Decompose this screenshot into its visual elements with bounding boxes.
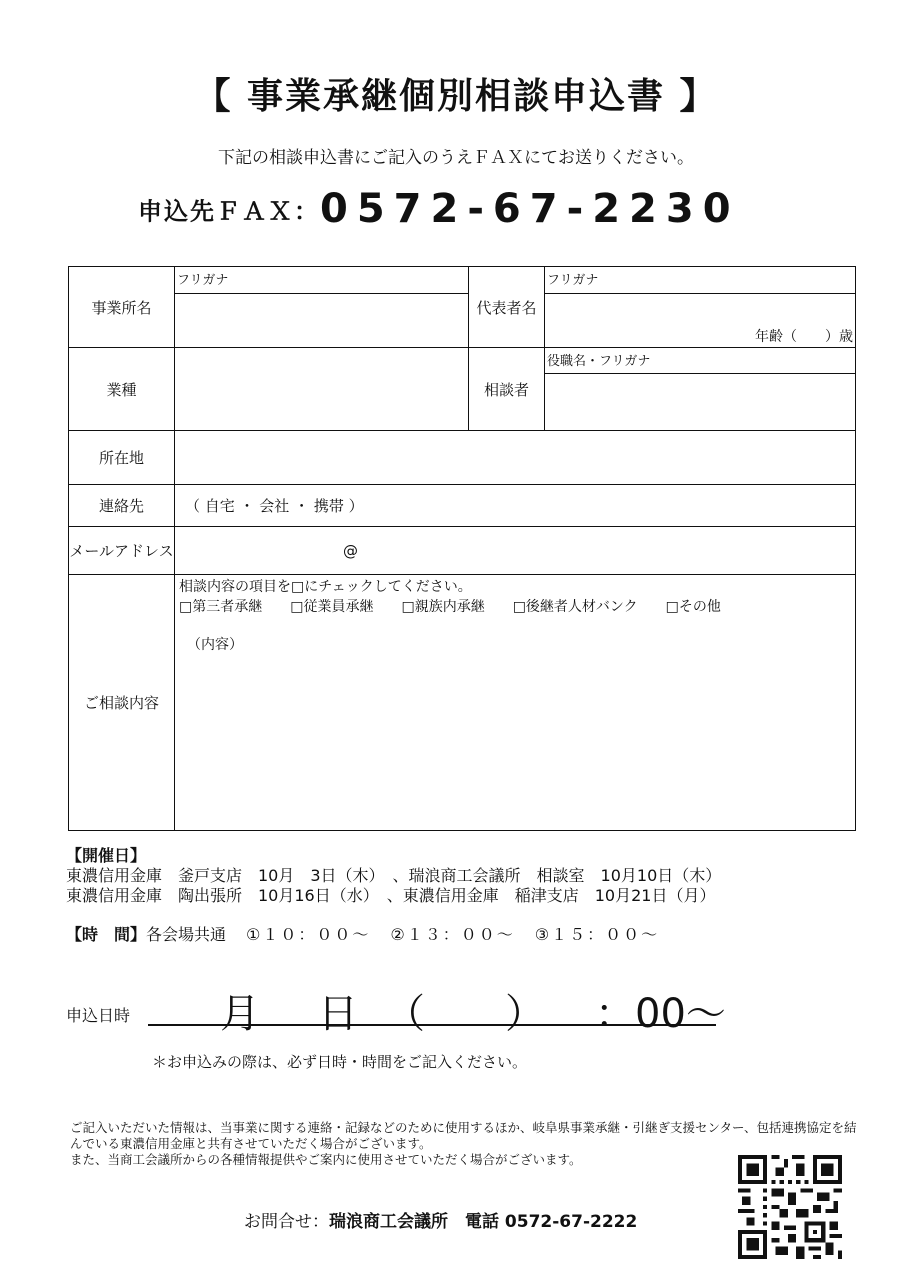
consultant-label: 相談者: [469, 348, 545, 431]
time-section: [66, 922, 659, 945]
position-furigana: 役職名・フリガナ: [545, 348, 856, 374]
checkbox-other[interactable]: □その他: [665, 599, 721, 615]
fax-line: [138, 186, 740, 232]
application-note: ＊お申込みの際は、必ず日時・時間をご記入ください。: [152, 1053, 528, 1071]
business-name-furigana: フリガナ: [175, 267, 469, 294]
address-field[interactable]: [175, 431, 856, 485]
time-slot-1: ①１０：００～: [246, 925, 371, 944]
application-form-table: [68, 266, 856, 831]
contact-tel: 電話 0572-67-2222: [465, 1212, 638, 1232]
industry-label: 業種: [69, 348, 175, 431]
checkbox-family[interactable]: □親族内承継: [401, 599, 485, 615]
checkbox-successor-bank[interactable]: □後継者人材バンク: [512, 599, 638, 615]
email-label: メールアドレス: [69, 527, 175, 575]
address-label: 所在地: [69, 431, 175, 485]
time-heading: 【時 間】: [66, 925, 147, 944]
consultant-field[interactable]: [545, 374, 856, 431]
contact-field[interactable]: （ 自宅 ・ 会社 ・ 携帯 ）: [175, 485, 856, 527]
checkbox-third-party[interactable]: □第三者承継: [179, 599, 263, 615]
content-label: （内容）: [187, 637, 243, 653]
application-month[interactable]: 月: [220, 991, 260, 1037]
time-slot-3: ③１５：００～: [534, 925, 660, 944]
business-name-field[interactable]: [175, 294, 469, 348]
time-slot-2: ②１３：００～: [390, 925, 515, 944]
instruction-text: 下記の相談申込書にご記入のうえＦＡＸにてお送りください。: [218, 148, 694, 168]
checkbox-employee[interactable]: □従業員承継: [290, 599, 374, 615]
consult-field[interactable]: [175, 575, 856, 831]
schedule-line-2: 東濃信用金庫 陶出張所 10月16日（水） 、東濃信用金庫 稲津支店 10月21日（月）: [66, 886, 716, 905]
consult-instruction: 相談内容の項目を□にチェックしてください。: [179, 579, 472, 595]
industry-field[interactable]: [175, 348, 469, 431]
privacy-line-2: また、当商工会議所からの各種情報提供やご案内に使用させていただく場合がございます。: [70, 1152, 582, 1167]
time-common: 各会場共通: [146, 925, 227, 944]
fax-label: 申込先ＦＡＸ：: [138, 197, 320, 226]
email-field[interactable]: @: [175, 527, 856, 575]
checkbox-row: [179, 597, 851, 617]
representative-age-field[interactable]: 年齢（ ）歳: [545, 294, 856, 348]
application-weekday[interactable]: （ ）: [385, 991, 545, 1037]
representative-furigana: フリガナ: [545, 267, 856, 294]
application-time[interactable]: ：00～: [595, 991, 726, 1037]
contact-footer: [244, 1207, 637, 1232]
contact-org: 瑞浪商工会議所: [329, 1212, 448, 1232]
consult-label: ご相談内容: [69, 575, 175, 831]
contact-label: 連絡先: [69, 485, 175, 527]
application-day[interactable]: 日: [318, 991, 358, 1037]
contact-prefix: お問合せ：: [244, 1212, 329, 1232]
application-underline: [148, 1024, 716, 1026]
privacy-line-1: ご記入いただいた情報は、当事業に関する連絡・記録などのために使用するほか、岐阜県事業承継・引継ぎ支援センター、包括連携協定を結んでいる東濃信用金庫と共有させていただく場合がございます。: [70, 1120, 857, 1151]
business-name-label: 事業所名: [69, 267, 175, 348]
representative-label: 代表者名: [469, 267, 545, 348]
schedule-section: [66, 846, 721, 906]
schedule-heading: 【開催日】: [66, 846, 147, 865]
application-date-label: 申込日時: [66, 1006, 131, 1025]
qr-code-icon[interactable]: [738, 1155, 842, 1259]
page-title: 【 事業承継個別相談申込書 】: [194, 76, 718, 117]
fax-number: 0572-67-2230: [320, 186, 740, 232]
schedule-line-1: 東濃信用金庫 釜戸支店 10月 3日（木） 、瑞浪商工会議所 相談室 10月10日（木）: [66, 866, 722, 885]
